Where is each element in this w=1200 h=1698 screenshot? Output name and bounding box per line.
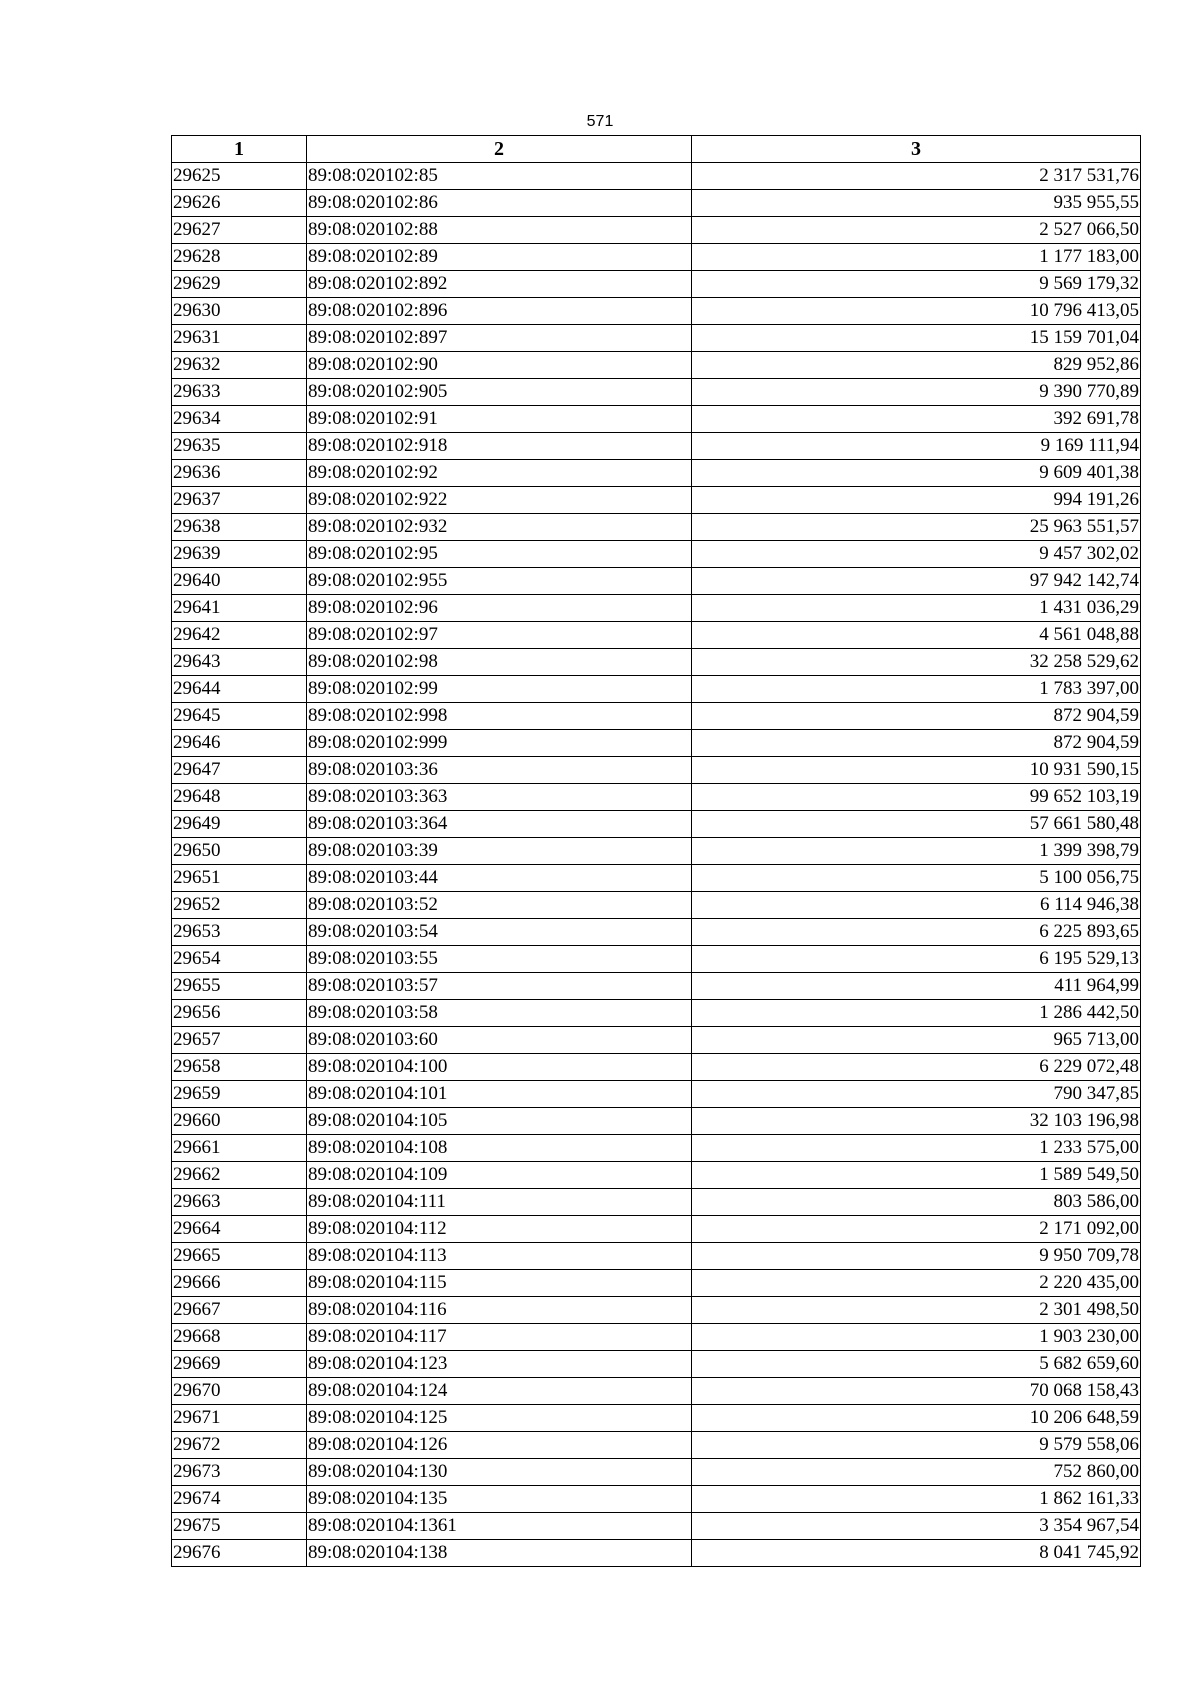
row-number-cell: 29636 <box>172 460 307 487</box>
row-number-cell: 29656 <box>172 1000 307 1027</box>
row-number-cell: 29640 <box>172 568 307 595</box>
row-number-cell: 29660 <box>172 1108 307 1135</box>
row-number-cell: 29633 <box>172 379 307 406</box>
value-cell: 411 964,99 <box>692 973 1141 1000</box>
cadastral-number-cell: 89:08:020104:126 <box>307 1432 692 1459</box>
value-cell: 752 860,00 <box>692 1459 1141 1486</box>
cadastral-number-cell: 89:08:020102:897 <box>307 325 692 352</box>
row-number-cell: 29661 <box>172 1135 307 1162</box>
row-number-cell: 29654 <box>172 946 307 973</box>
table-row <box>172 838 1141 865</box>
cadastral-number-cell: 89:08:020102:88 <box>307 217 692 244</box>
row-number-cell: 29657 <box>172 1027 307 1054</box>
row-number-cell: 29675 <box>172 1513 307 1540</box>
value-cell: 2 527 066,50 <box>692 217 1141 244</box>
row-number-cell: 29666 <box>172 1270 307 1297</box>
row-number-cell: 29653 <box>172 919 307 946</box>
value-cell: 10 931 590,15 <box>692 757 1141 784</box>
row-number-cell: 29631 <box>172 325 307 352</box>
cadastral-number-cell: 89:08:020104:109 <box>307 1162 692 1189</box>
cadastral-number-cell: 89:08:020104:101 <box>307 1081 692 1108</box>
table-row <box>172 1459 1141 1486</box>
value-cell: 2 220 435,00 <box>692 1270 1141 1297</box>
row-number-cell: 29658 <box>172 1054 307 1081</box>
table-row <box>172 730 1141 757</box>
table-row <box>172 1054 1141 1081</box>
row-number-cell: 29652 <box>172 892 307 919</box>
table-row <box>172 973 1141 1000</box>
cadastral-number-cell: 89:08:020104:115 <box>307 1270 692 1297</box>
table-row <box>172 433 1141 460</box>
row-number-cell: 29674 <box>172 1486 307 1513</box>
table-row <box>172 460 1141 487</box>
table-row <box>172 1405 1141 1432</box>
row-number-cell: 29632 <box>172 352 307 379</box>
value-cell: 1 431 036,29 <box>692 595 1141 622</box>
cadastral-number-cell: 89:08:020104:117 <box>307 1324 692 1351</box>
table-row <box>172 1135 1141 1162</box>
cadastral-number-cell: 89:08:020102:96 <box>307 595 692 622</box>
cadastral-number-cell: 89:08:020104:123 <box>307 1351 692 1378</box>
table-row <box>172 217 1141 244</box>
table-row <box>172 1027 1141 1054</box>
cadastral-number-cell: 89:08:020102:97 <box>307 622 692 649</box>
row-number-cell: 29638 <box>172 514 307 541</box>
table-row <box>172 406 1141 433</box>
value-cell: 1 903 230,00 <box>692 1324 1141 1351</box>
value-cell: 9 169 111,94 <box>692 433 1141 460</box>
row-number-cell: 29664 <box>172 1216 307 1243</box>
cadastral-number-cell: 89:08:020102:955 <box>307 568 692 595</box>
cadastral-number-cell: 89:08:020102:892 <box>307 271 692 298</box>
row-number-cell: 29663 <box>172 1189 307 1216</box>
value-cell: 15 159 701,04 <box>692 325 1141 352</box>
value-cell: 872 904,59 <box>692 703 1141 730</box>
table-row <box>172 676 1141 703</box>
column-header-3: 3 <box>692 136 1141 163</box>
value-cell: 5 682 659,60 <box>692 1351 1141 1378</box>
value-cell: 2 301 498,50 <box>692 1297 1141 1324</box>
value-cell: 9 950 709,78 <box>692 1243 1141 1270</box>
value-cell: 935 955,55 <box>692 190 1141 217</box>
cadastral-number-cell: 89:08:020102:90 <box>307 352 692 379</box>
value-cell: 829 952,86 <box>692 352 1141 379</box>
value-cell: 1 177 183,00 <box>692 244 1141 271</box>
cadastral-number-cell: 89:08:020103:363 <box>307 784 692 811</box>
row-number-cell: 29659 <box>172 1081 307 1108</box>
row-number-cell: 29662 <box>172 1162 307 1189</box>
table-row <box>172 1486 1141 1513</box>
table-row <box>172 352 1141 379</box>
table-row <box>172 1378 1141 1405</box>
row-number-cell: 29635 <box>172 433 307 460</box>
cadastral-number-cell: 89:08:020102:85 <box>307 163 692 190</box>
table-row <box>172 487 1141 514</box>
row-number-cell: 29673 <box>172 1459 307 1486</box>
table-row <box>172 325 1141 352</box>
table-row <box>172 1000 1141 1027</box>
row-number-cell: 29655 <box>172 973 307 1000</box>
value-cell: 5 100 056,75 <box>692 865 1141 892</box>
cadastral-number-cell: 89:08:020104:125 <box>307 1405 692 1432</box>
cadastral-number-cell: 89:08:020102:98 <box>307 649 692 676</box>
value-cell: 6 114 946,38 <box>692 892 1141 919</box>
table-row <box>172 595 1141 622</box>
value-cell: 9 579 558,06 <box>692 1432 1141 1459</box>
table-row <box>172 541 1141 568</box>
table-row <box>172 1216 1141 1243</box>
table-row <box>172 622 1141 649</box>
row-number-cell: 29637 <box>172 487 307 514</box>
cadastral-number-cell: 89:08:020104:130 <box>307 1459 692 1486</box>
row-number-cell: 29669 <box>172 1351 307 1378</box>
cadastral-number-cell: 89:08:020104:1361 <box>307 1513 692 1540</box>
table-row <box>172 1270 1141 1297</box>
cadastral-number-cell: 89:08:020103:39 <box>307 838 692 865</box>
value-cell: 6 225 893,65 <box>692 919 1141 946</box>
row-number-cell: 29634 <box>172 406 307 433</box>
row-number-cell: 29676 <box>172 1540 307 1567</box>
value-cell: 6 195 529,13 <box>692 946 1141 973</box>
table-row <box>172 244 1141 271</box>
row-number-cell: 29670 <box>172 1378 307 1405</box>
value-cell: 790 347,85 <box>692 1081 1141 1108</box>
value-cell: 70 068 158,43 <box>692 1378 1141 1405</box>
value-cell: 1 589 549,50 <box>692 1162 1141 1189</box>
cadastral-number-cell: 89:08:020104:112 <box>307 1216 692 1243</box>
row-number-cell: 29649 <box>172 811 307 838</box>
row-number-cell: 29671 <box>172 1405 307 1432</box>
row-number-cell: 29626 <box>172 190 307 217</box>
table-row <box>172 1432 1141 1459</box>
value-cell: 392 691,78 <box>692 406 1141 433</box>
table-row <box>172 703 1141 730</box>
row-number-cell: 29650 <box>172 838 307 865</box>
cadastral-number-cell: 89:08:020104:108 <box>307 1135 692 1162</box>
cadastral-number-cell: 89:08:020102:922 <box>307 487 692 514</box>
value-cell: 99 652 103,19 <box>692 784 1141 811</box>
row-number-cell: 29667 <box>172 1297 307 1324</box>
table-row <box>172 1351 1141 1378</box>
row-number-cell: 29647 <box>172 757 307 784</box>
row-number-cell: 29641 <box>172 595 307 622</box>
table-row <box>172 1108 1141 1135</box>
value-cell: 994 191,26 <box>692 487 1141 514</box>
value-cell: 25 963 551,57 <box>692 514 1141 541</box>
row-number-cell: 29643 <box>172 649 307 676</box>
value-cell: 4 561 048,88 <box>692 622 1141 649</box>
table-row <box>172 568 1141 595</box>
table-row <box>172 784 1141 811</box>
cadastral-number-cell: 89:08:020103:55 <box>307 946 692 973</box>
cadastral-number-cell: 89:08:020102:932 <box>307 514 692 541</box>
column-header-2: 2 <box>307 136 692 163</box>
row-number-cell: 29642 <box>172 622 307 649</box>
row-number-cell: 29668 <box>172 1324 307 1351</box>
cadastral-number-cell: 89:08:020102:92 <box>307 460 692 487</box>
row-number-cell: 29646 <box>172 730 307 757</box>
row-number-cell: 29625 <box>172 163 307 190</box>
value-cell: 1 399 398,79 <box>692 838 1141 865</box>
cadastral-number-cell: 89:08:020102:998 <box>307 703 692 730</box>
table-row <box>172 919 1141 946</box>
table-row <box>172 1540 1141 1567</box>
row-number-cell: 29645 <box>172 703 307 730</box>
table-row <box>172 1162 1141 1189</box>
cadastral-number-cell: 89:08:020103:57 <box>307 973 692 1000</box>
row-number-cell: 29648 <box>172 784 307 811</box>
value-cell: 57 661 580,48 <box>692 811 1141 838</box>
cadastral-number-cell: 89:08:020104:100 <box>307 1054 692 1081</box>
cadastral-number-cell: 89:08:020104:124 <box>307 1378 692 1405</box>
value-cell: 6 229 072,48 <box>692 1054 1141 1081</box>
cadastral-number-cell: 89:08:020104:138 <box>307 1540 692 1567</box>
value-cell: 9 390 770,89 <box>692 379 1141 406</box>
table-row <box>172 1081 1141 1108</box>
table-row <box>172 757 1141 784</box>
table-row <box>172 892 1141 919</box>
table-row <box>172 298 1141 325</box>
cadastral-number-cell: 89:08:020103:52 <box>307 892 692 919</box>
value-cell: 1 862 161,33 <box>692 1486 1141 1513</box>
cadastral-number-cell: 89:08:020102:95 <box>307 541 692 568</box>
value-cell: 32 103 196,98 <box>692 1108 1141 1135</box>
row-number-cell: 29672 <box>172 1432 307 1459</box>
cadastral-number-cell: 89:08:020102:89 <box>307 244 692 271</box>
value-cell: 3 354 967,54 <box>692 1513 1141 1540</box>
table-row <box>172 1513 1141 1540</box>
value-cell: 8 041 745,92 <box>692 1540 1141 1567</box>
cadastral-number-cell: 89:08:020102:999 <box>307 730 692 757</box>
row-number-cell: 29639 <box>172 541 307 568</box>
cadastral-number-cell: 89:08:020104:116 <box>307 1297 692 1324</box>
row-number-cell: 29627 <box>172 217 307 244</box>
cadastral-number-cell: 89:08:020103:44 <box>307 865 692 892</box>
cadastral-number-cell: 89:08:020102:905 <box>307 379 692 406</box>
value-cell: 965 713,00 <box>692 1027 1141 1054</box>
row-number-cell: 29665 <box>172 1243 307 1270</box>
cadastral-number-cell: 89:08:020103:36 <box>307 757 692 784</box>
cadastral-number-cell: 89:08:020102:99 <box>307 676 692 703</box>
cadastral-number-cell: 89:08:020104:135 <box>307 1486 692 1513</box>
table-row <box>172 379 1141 406</box>
cadastral-number-cell: 89:08:020103:364 <box>307 811 692 838</box>
cadastral-number-cell: 89:08:020102:918 <box>307 433 692 460</box>
value-cell: 97 942 142,74 <box>692 568 1141 595</box>
cadastral-number-cell: 89:08:020102:86 <box>307 190 692 217</box>
table-row <box>172 1324 1141 1351</box>
table-row <box>172 163 1141 190</box>
cadastral-number-cell: 89:08:020103:58 <box>307 1000 692 1027</box>
value-cell: 10 796 413,05 <box>692 298 1141 325</box>
value-cell: 2 317 531,76 <box>692 163 1141 190</box>
table-row <box>172 1189 1141 1216</box>
cadastral-number-cell: 89:08:020104:113 <box>307 1243 692 1270</box>
cadastral-number-cell: 89:08:020104:105 <box>307 1108 692 1135</box>
page-number: 571 <box>586 113 614 130</box>
table-row <box>172 514 1141 541</box>
value-cell: 1 783 397,00 <box>692 676 1141 703</box>
table-row <box>172 946 1141 973</box>
value-cell: 803 586,00 <box>692 1189 1141 1216</box>
row-number-cell: 29644 <box>172 676 307 703</box>
cadastral-number-cell: 89:08:020102:896 <box>307 298 692 325</box>
cadastral-number-cell: 89:08:020103:54 <box>307 919 692 946</box>
value-cell: 1 233 575,00 <box>692 1135 1141 1162</box>
cadastral-number-cell: 89:08:020104:111 <box>307 1189 692 1216</box>
table-header-row <box>172 136 1141 163</box>
value-cell: 32 258 529,62 <box>692 649 1141 676</box>
table-row <box>172 865 1141 892</box>
column-header-1: 1 <box>172 136 307 163</box>
value-cell: 10 206 648,59 <box>692 1405 1141 1432</box>
table-row <box>172 1243 1141 1270</box>
table-row <box>172 1297 1141 1324</box>
value-cell: 9 457 302,02 <box>692 541 1141 568</box>
data-table <box>171 135 1141 1567</box>
value-cell: 9 569 179,32 <box>692 271 1141 298</box>
row-number-cell: 29628 <box>172 244 307 271</box>
value-cell: 872 904,59 <box>692 730 1141 757</box>
row-number-cell: 29630 <box>172 298 307 325</box>
table-row <box>172 190 1141 217</box>
row-number-cell: 29629 <box>172 271 307 298</box>
cadastral-number-cell: 89:08:020103:60 <box>307 1027 692 1054</box>
table-body <box>172 163 1141 1567</box>
row-number-cell: 29651 <box>172 865 307 892</box>
table-row <box>172 271 1141 298</box>
table-row <box>172 811 1141 838</box>
value-cell: 2 171 092,00 <box>692 1216 1141 1243</box>
table-row <box>172 649 1141 676</box>
value-cell: 1 286 442,50 <box>692 1000 1141 1027</box>
value-cell: 9 609 401,38 <box>692 460 1141 487</box>
cadastral-number-cell: 89:08:020102:91 <box>307 406 692 433</box>
